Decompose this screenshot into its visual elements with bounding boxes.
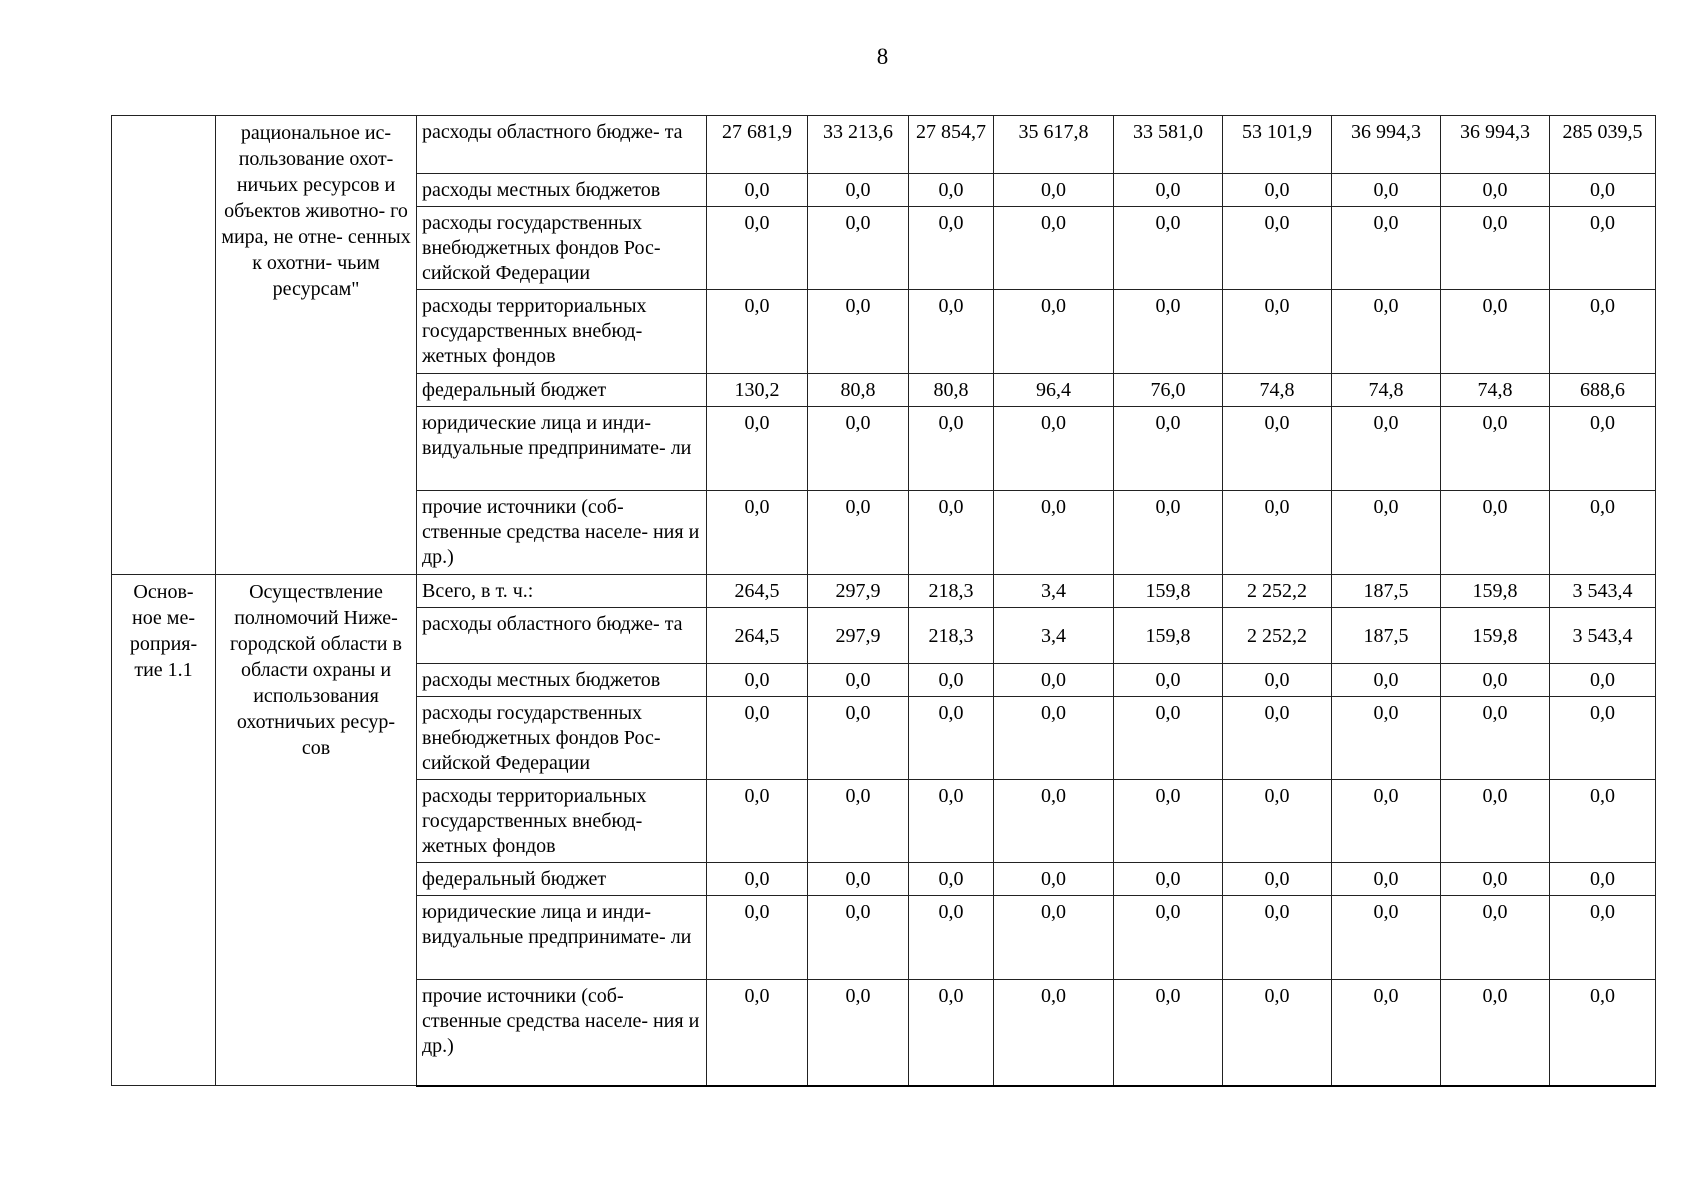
value-cell: 0,0 (808, 664, 909, 697)
value-cell: 0,0 (909, 664, 994, 697)
value-cell: 0,0 (1223, 491, 1332, 575)
value-cell: 0,0 (1114, 664, 1223, 697)
value-cell: 3 543,4 (1550, 608, 1656, 664)
value-cell: 187,5 (1332, 608, 1441, 664)
value-cell: 0,0 (1332, 174, 1441, 207)
value-cell: 218,3 (909, 575, 994, 608)
value-cell: 264,5 (707, 608, 808, 664)
value-cell: 0,0 (707, 664, 808, 697)
value-cell: 159,8 (1114, 608, 1223, 664)
funding-source-cell: расходы местных бюджетов (417, 174, 707, 207)
value-cell: 0,0 (707, 407, 808, 491)
value-cell: 0,0 (994, 664, 1114, 697)
value-cell: 2 252,2 (1223, 608, 1332, 664)
value-cell: 0,0 (1550, 780, 1656, 863)
value-cell: 0,0 (1332, 207, 1441, 290)
value-cell: 0,0 (1332, 407, 1441, 491)
event-label-cell (112, 116, 216, 575)
value-cell: 0,0 (808, 207, 909, 290)
value-cell: 0,0 (909, 863, 994, 896)
value-cell: 0,0 (1114, 491, 1223, 575)
value-cell: 159,8 (1441, 608, 1550, 664)
value-cell: 0,0 (909, 207, 994, 290)
value-cell: 3,4 (994, 575, 1114, 608)
value-cell: 0,0 (707, 697, 808, 780)
value-cell: 285 039,5 (1550, 116, 1656, 174)
value-cell: 159,8 (1441, 575, 1550, 608)
value-cell: 0,0 (909, 174, 994, 207)
value-cell: 0,0 (808, 174, 909, 207)
value-cell: 0,0 (1550, 491, 1656, 575)
value-cell: 0,0 (1550, 290, 1656, 374)
value-cell: 0,0 (1114, 207, 1223, 290)
value-cell: 0,0 (1441, 863, 1550, 896)
funding-source-cell: расходы государственных внебюджетных фондов Рос- сийской Федерации (417, 207, 707, 290)
value-cell: 0,0 (1223, 290, 1332, 374)
value-cell: 0,0 (1441, 290, 1550, 374)
value-cell: 218,3 (909, 608, 994, 664)
funding-source-cell: юридические лица и инди- видуальные предпринимате- ли (417, 407, 707, 491)
value-cell: 0,0 (808, 863, 909, 896)
value-cell: 0,0 (1223, 407, 1332, 491)
value-cell: 0,0 (1332, 664, 1441, 697)
value-cell: 0,0 (1332, 697, 1441, 780)
value-cell: 0,0 (808, 980, 909, 1086)
event-description-cell: Осуществление полномочий Ниже- городской области в области охраны и использования охотничьих ресур- сов (216, 575, 417, 1086)
value-cell: 0,0 (808, 780, 909, 863)
value-cell: 0,0 (707, 290, 808, 374)
funding-source-cell: расходы местных бюджетов (417, 664, 707, 697)
value-cell: 0,0 (909, 491, 994, 575)
value-cell: 0,0 (808, 407, 909, 491)
funding-source-cell: расходы территориальных государственных внебюд- жетных фондов (417, 780, 707, 863)
value-cell: 0,0 (1441, 896, 1550, 980)
value-cell: 80,8 (808, 374, 909, 407)
value-cell: 0,0 (1223, 697, 1332, 780)
value-cell: 0,0 (1114, 697, 1223, 780)
funding-source-cell: прочие источники (соб- ственные средства населе- ния и др.) (417, 980, 707, 1086)
funding-source-cell: расходы территориальных государственных внебюд- жетных фондов (417, 290, 707, 374)
value-cell: 0,0 (1550, 863, 1656, 896)
value-cell: 130,2 (707, 374, 808, 407)
value-cell: 0,0 (994, 207, 1114, 290)
value-cell: 0,0 (994, 407, 1114, 491)
value-cell: 0,0 (1441, 407, 1550, 491)
value-cell: 0,0 (1332, 491, 1441, 575)
funding-source-cell: юридические лица и инди- видуальные предпринимате- ли (417, 896, 707, 980)
table-row (112, 116, 1656, 174)
value-cell: 3 543,4 (1550, 575, 1656, 608)
value-cell: 0,0 (994, 697, 1114, 780)
value-cell: 0,0 (707, 980, 808, 1086)
value-cell: 0,0 (994, 780, 1114, 863)
value-cell: 0,0 (707, 863, 808, 896)
value-cell: 3,4 (994, 608, 1114, 664)
value-cell: 0,0 (808, 896, 909, 980)
value-cell: 0,0 (1550, 174, 1656, 207)
value-cell: 0,0 (707, 207, 808, 290)
value-cell: 297,9 (808, 608, 909, 664)
value-cell: 0,0 (1223, 664, 1332, 697)
funding-source-cell: прочие источники (соб- ственные средства населе- ния и др.) (417, 491, 707, 575)
value-cell: 0,0 (1223, 207, 1332, 290)
value-cell: 0,0 (808, 491, 909, 575)
value-cell: 74,8 (1332, 374, 1441, 407)
value-cell: 27 681,9 (707, 116, 808, 174)
value-cell: 187,5 (1332, 575, 1441, 608)
value-cell: 0,0 (1223, 174, 1332, 207)
event-label-cell: Основ- ное ме- роприя- тие 1.1 (112, 575, 216, 1086)
value-cell: 74,8 (1223, 374, 1332, 407)
value-cell: 53 101,9 (1223, 116, 1332, 174)
value-cell: 0,0 (994, 980, 1114, 1086)
value-cell: 688,6 (1550, 374, 1656, 407)
value-cell: 0,0 (707, 896, 808, 980)
value-cell: 0,0 (1114, 863, 1223, 896)
value-cell: 0,0 (909, 290, 994, 374)
value-cell: 0,0 (909, 980, 994, 1086)
value-cell: 0,0 (1550, 896, 1656, 980)
funding-source-cell: расходы государственных внебюджетных фондов Рос- сийской Федерации (417, 697, 707, 780)
value-cell: 0,0 (1441, 174, 1550, 207)
table-row (112, 575, 1656, 608)
value-cell: 0,0 (707, 491, 808, 575)
page-number: 8 (876, 44, 889, 69)
value-cell: 36 994,3 (1441, 116, 1550, 174)
value-cell: 0,0 (994, 491, 1114, 575)
value-cell: 0,0 (994, 290, 1114, 374)
value-cell: 0,0 (1114, 980, 1223, 1086)
value-cell: 0,0 (1441, 780, 1550, 863)
value-cell: 0,0 (707, 174, 808, 207)
value-cell: 27 854,7 (909, 116, 994, 174)
value-cell: 0,0 (1114, 896, 1223, 980)
value-cell: 0,0 (1332, 290, 1441, 374)
value-cell: 0,0 (1332, 863, 1441, 896)
value-cell: 33 581,0 (1114, 116, 1223, 174)
value-cell: 74,8 (1441, 374, 1550, 407)
funding-source-cell: расходы областного бюдже- та (417, 116, 707, 174)
value-cell: 0,0 (1223, 863, 1332, 896)
value-cell: 0,0 (994, 896, 1114, 980)
value-cell: 0,0 (1332, 780, 1441, 863)
value-cell: 0,0 (808, 697, 909, 780)
value-cell: 0,0 (1332, 896, 1441, 980)
value-cell: 0,0 (1114, 407, 1223, 491)
funding-source-cell: расходы областного бюдже- та (417, 608, 707, 664)
value-cell: 0,0 (808, 290, 909, 374)
funding-source-cell: Всего, в т. ч.: (417, 575, 707, 608)
value-cell: 0,0 (1550, 980, 1656, 1086)
event-description-cell: рациональное ис- пользование охот- ничьих ресурсов и объектов животно- го мира, не отне- сенных к охотни- чьим ресурсам" (216, 116, 417, 575)
value-cell: 0,0 (909, 697, 994, 780)
value-cell: 0,0 (707, 780, 808, 863)
value-cell: 0,0 (1332, 980, 1441, 1086)
value-cell: 0,0 (1223, 780, 1332, 863)
value-cell: 0,0 (1114, 780, 1223, 863)
value-cell: 0,0 (1441, 207, 1550, 290)
value-cell: 2 252,2 (1223, 575, 1332, 608)
value-cell: 0,0 (909, 780, 994, 863)
value-cell: 96,4 (994, 374, 1114, 407)
value-cell: 264,5 (707, 575, 808, 608)
value-cell: 0,0 (1550, 664, 1656, 697)
value-cell: 0,0 (994, 863, 1114, 896)
value-cell: 0,0 (1550, 697, 1656, 780)
budget-table (111, 115, 1656, 1087)
value-cell: 0,0 (1441, 980, 1550, 1086)
value-cell: 0,0 (909, 896, 994, 980)
value-cell: 0,0 (1550, 407, 1656, 491)
value-cell: 0,0 (1114, 174, 1223, 207)
value-cell: 35 617,8 (994, 116, 1114, 174)
value-cell: 33 213,6 (808, 116, 909, 174)
value-cell: 0,0 (994, 174, 1114, 207)
funding-source-cell: федеральный бюджет (417, 863, 707, 896)
value-cell: 80,8 (909, 374, 994, 407)
value-cell: 36 994,3 (1332, 116, 1441, 174)
value-cell: 0,0 (1441, 491, 1550, 575)
value-cell: 0,0 (1223, 896, 1332, 980)
value-cell: 297,9 (808, 575, 909, 608)
value-cell: 0,0 (1441, 664, 1550, 697)
value-cell: 0,0 (1550, 207, 1656, 290)
value-cell: 0,0 (1223, 980, 1332, 1086)
value-cell: 0,0 (909, 407, 994, 491)
funding-source-cell: федеральный бюджет (417, 374, 707, 407)
value-cell: 159,8 (1114, 575, 1223, 608)
value-cell: 0,0 (1441, 697, 1550, 780)
value-cell: 76,0 (1114, 374, 1223, 407)
value-cell: 0,0 (1114, 290, 1223, 374)
